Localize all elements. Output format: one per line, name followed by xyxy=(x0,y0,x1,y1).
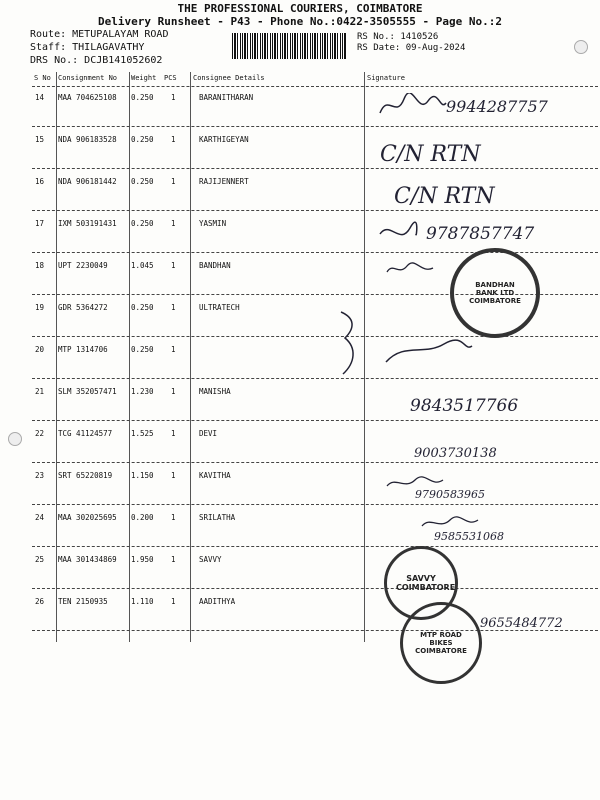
row-consignment-no: UPT 2230049 xyxy=(58,261,108,270)
rs-date: RS Date: 09-Aug-2024 xyxy=(357,43,466,53)
row-rule xyxy=(32,420,598,421)
meta-left xyxy=(30,28,168,67)
row-sno: 18 xyxy=(35,261,45,270)
row-pcs: 1 xyxy=(171,303,176,312)
table-row xyxy=(0,508,600,548)
punch-hole-icon xyxy=(574,40,588,54)
table-row xyxy=(0,424,600,464)
signature-row-26 xyxy=(480,616,563,631)
phone-note: 9787857747 xyxy=(426,224,535,244)
row-rule xyxy=(32,168,598,169)
stamp-text: MTP ROAD BIKES COIMBATORE xyxy=(415,631,467,655)
row-weight: 0.250 xyxy=(131,93,154,102)
document-subtitle: Delivery Runsheet - P43 - Phone No.:0422-3505555 - Page No.:2 xyxy=(98,15,502,28)
signature-row-15: C/N RTN xyxy=(380,142,481,167)
row-weight: 0.250 xyxy=(131,303,154,312)
signature-row-17 xyxy=(378,220,535,251)
row-rule xyxy=(32,210,598,211)
col-consignee: Consignee Details xyxy=(193,74,265,82)
row-sno: 16 xyxy=(35,177,45,186)
row-rule xyxy=(32,336,598,337)
row-consignee: RAJIJENNERT xyxy=(199,177,249,186)
phone-note: 9790583965 xyxy=(415,488,485,501)
row-consignee: SRILATHA xyxy=(199,513,236,522)
phone-note: 9003730138 xyxy=(414,446,497,461)
row-rule xyxy=(32,462,598,463)
row-sno: 22 xyxy=(35,429,45,438)
row-rule xyxy=(32,378,598,379)
signature-row-18 xyxy=(385,260,435,281)
row-consignment-no: MAA 301434869 xyxy=(58,555,117,564)
col-signature: Signature xyxy=(367,74,405,82)
row-weight: 1.230 xyxy=(131,387,154,396)
col-pcs: PCS xyxy=(164,74,177,82)
row-pcs: 1 xyxy=(171,135,176,144)
staff-label: Staff: THILAGAVATHY xyxy=(30,42,145,53)
row-consignee: MANISHA xyxy=(199,387,231,396)
signature-row-14 xyxy=(378,93,548,123)
row-weight: 1.950 xyxy=(131,555,154,564)
row-weight: 0.250 xyxy=(131,177,154,186)
row-sno: 24 xyxy=(35,513,45,522)
row-pcs: 1 xyxy=(171,261,176,270)
phone-note: 9655484772 xyxy=(480,616,563,631)
row-weight: 1.525 xyxy=(131,429,154,438)
meta-right xyxy=(357,32,465,54)
row-consignee: BANDHAN xyxy=(199,261,231,270)
row-sno: 17 xyxy=(35,219,45,228)
row-consignee: KARTHIGEYAN xyxy=(199,135,249,144)
table-row xyxy=(0,550,600,590)
row-weight: 0.250 xyxy=(131,219,154,228)
row-consignee: SAVVY xyxy=(199,555,222,564)
row-consignment-no: NDA 906181442 xyxy=(58,177,117,186)
row-sno: 14 xyxy=(35,93,45,102)
signature-scribble xyxy=(378,93,448,119)
row-sno: 25 xyxy=(35,555,45,564)
signature-scribble xyxy=(378,220,418,246)
row-pcs: 1 xyxy=(171,513,176,522)
row-consignment-no: TEN 2150935 xyxy=(58,597,108,606)
row-pcs: 1 xyxy=(171,471,176,480)
row-consignment-no: SLM 352057471 xyxy=(58,387,117,396)
signature-scribble xyxy=(384,338,474,366)
row-pcs: 1 xyxy=(171,555,176,564)
col-sno: S No xyxy=(34,74,51,82)
signature-row-20 xyxy=(384,338,474,370)
phone-note: 9843517766 xyxy=(410,396,519,416)
table-row xyxy=(0,340,600,380)
signature-row-16: C/N RTN xyxy=(394,184,495,209)
row-weight: 0.200 xyxy=(131,513,154,522)
row-sno: 21 xyxy=(35,387,45,396)
row-pcs: 1 xyxy=(171,345,176,354)
row-rule xyxy=(32,126,598,127)
row-sno: 20 xyxy=(35,345,45,354)
row-rule xyxy=(32,588,598,589)
rs-number: RS No.: 1410526 xyxy=(357,32,439,42)
table-row xyxy=(0,172,600,212)
bandhan-bank-stamp xyxy=(450,248,540,338)
row-rule xyxy=(32,504,598,505)
signature-scribble xyxy=(385,260,435,278)
row-consignment-no: IXM 503191431 xyxy=(58,219,117,228)
table-row xyxy=(0,130,600,170)
bracket-scribble xyxy=(335,308,365,378)
row-consignment-no: MTP 1314706 xyxy=(58,345,108,354)
row-pcs: 1 xyxy=(171,387,176,396)
stamp-text: BANDHAN BANK LTD COIMBATORE xyxy=(469,281,521,305)
col-consignment: Consignment No xyxy=(58,74,118,82)
row-consignment-no: NDA 906183528 xyxy=(58,135,117,144)
row-consignee: YASMIN xyxy=(199,219,227,228)
bikes-stamp xyxy=(400,602,482,684)
signature-row-23 xyxy=(385,474,485,501)
row-sno: 15 xyxy=(35,135,45,144)
stamp-text: SAVVY COIMBATORE xyxy=(396,574,456,592)
row-consignee: BARANITHARAN xyxy=(199,93,254,102)
row-weight: 1.045 xyxy=(131,261,154,270)
column-headers xyxy=(0,72,600,86)
document-title: THE PROFESSIONAL COURIERS, COIMBATORE xyxy=(177,2,423,15)
route-label: Route: METUPALAYAM ROAD xyxy=(30,29,169,40)
row-consignment-no: SRT 65220819 xyxy=(58,471,113,480)
row-consignee: ULTRATECH xyxy=(199,303,240,312)
row-pcs: 1 xyxy=(171,597,176,606)
row-sno: 26 xyxy=(35,597,45,606)
row-pcs: 1 xyxy=(171,93,176,102)
drs-number: DRS No.: DCJB141052602 xyxy=(30,55,163,66)
row-sno: 19 xyxy=(35,303,45,312)
row-rule xyxy=(32,546,598,547)
row-consignment-no: MAA 302025695 xyxy=(58,513,117,522)
row-weight: 0.250 xyxy=(131,135,154,144)
row-weight: 0.250 xyxy=(131,345,154,354)
row-weight: 1.150 xyxy=(131,471,154,480)
barcode xyxy=(232,33,347,59)
row-weight: 1.110 xyxy=(131,597,154,606)
row-consignment-no: MAA 704625108 xyxy=(58,93,117,102)
phone-note: 9944287757 xyxy=(446,97,548,116)
row-pcs: 1 xyxy=(171,429,176,438)
row-sno: 23 xyxy=(35,471,45,480)
row-consignee: AADITHYA xyxy=(199,597,236,606)
row-consignee: KAVITHA xyxy=(199,471,231,480)
row-consignee: DEVI xyxy=(199,429,218,438)
signature-row-21 xyxy=(372,396,518,416)
table-row xyxy=(0,466,600,506)
signature-row-24 xyxy=(420,514,504,543)
row-pcs: 1 xyxy=(171,177,176,186)
col-weight: Weight xyxy=(131,74,157,82)
row-pcs: 1 xyxy=(171,219,176,228)
header-rule xyxy=(32,86,598,87)
bracket-mark xyxy=(335,308,365,382)
row-consignment-no: TCG 41124577 xyxy=(58,429,113,438)
phone-note: 9585531068 xyxy=(434,530,504,543)
row-consignment-no: GDR 5364272 xyxy=(58,303,108,312)
